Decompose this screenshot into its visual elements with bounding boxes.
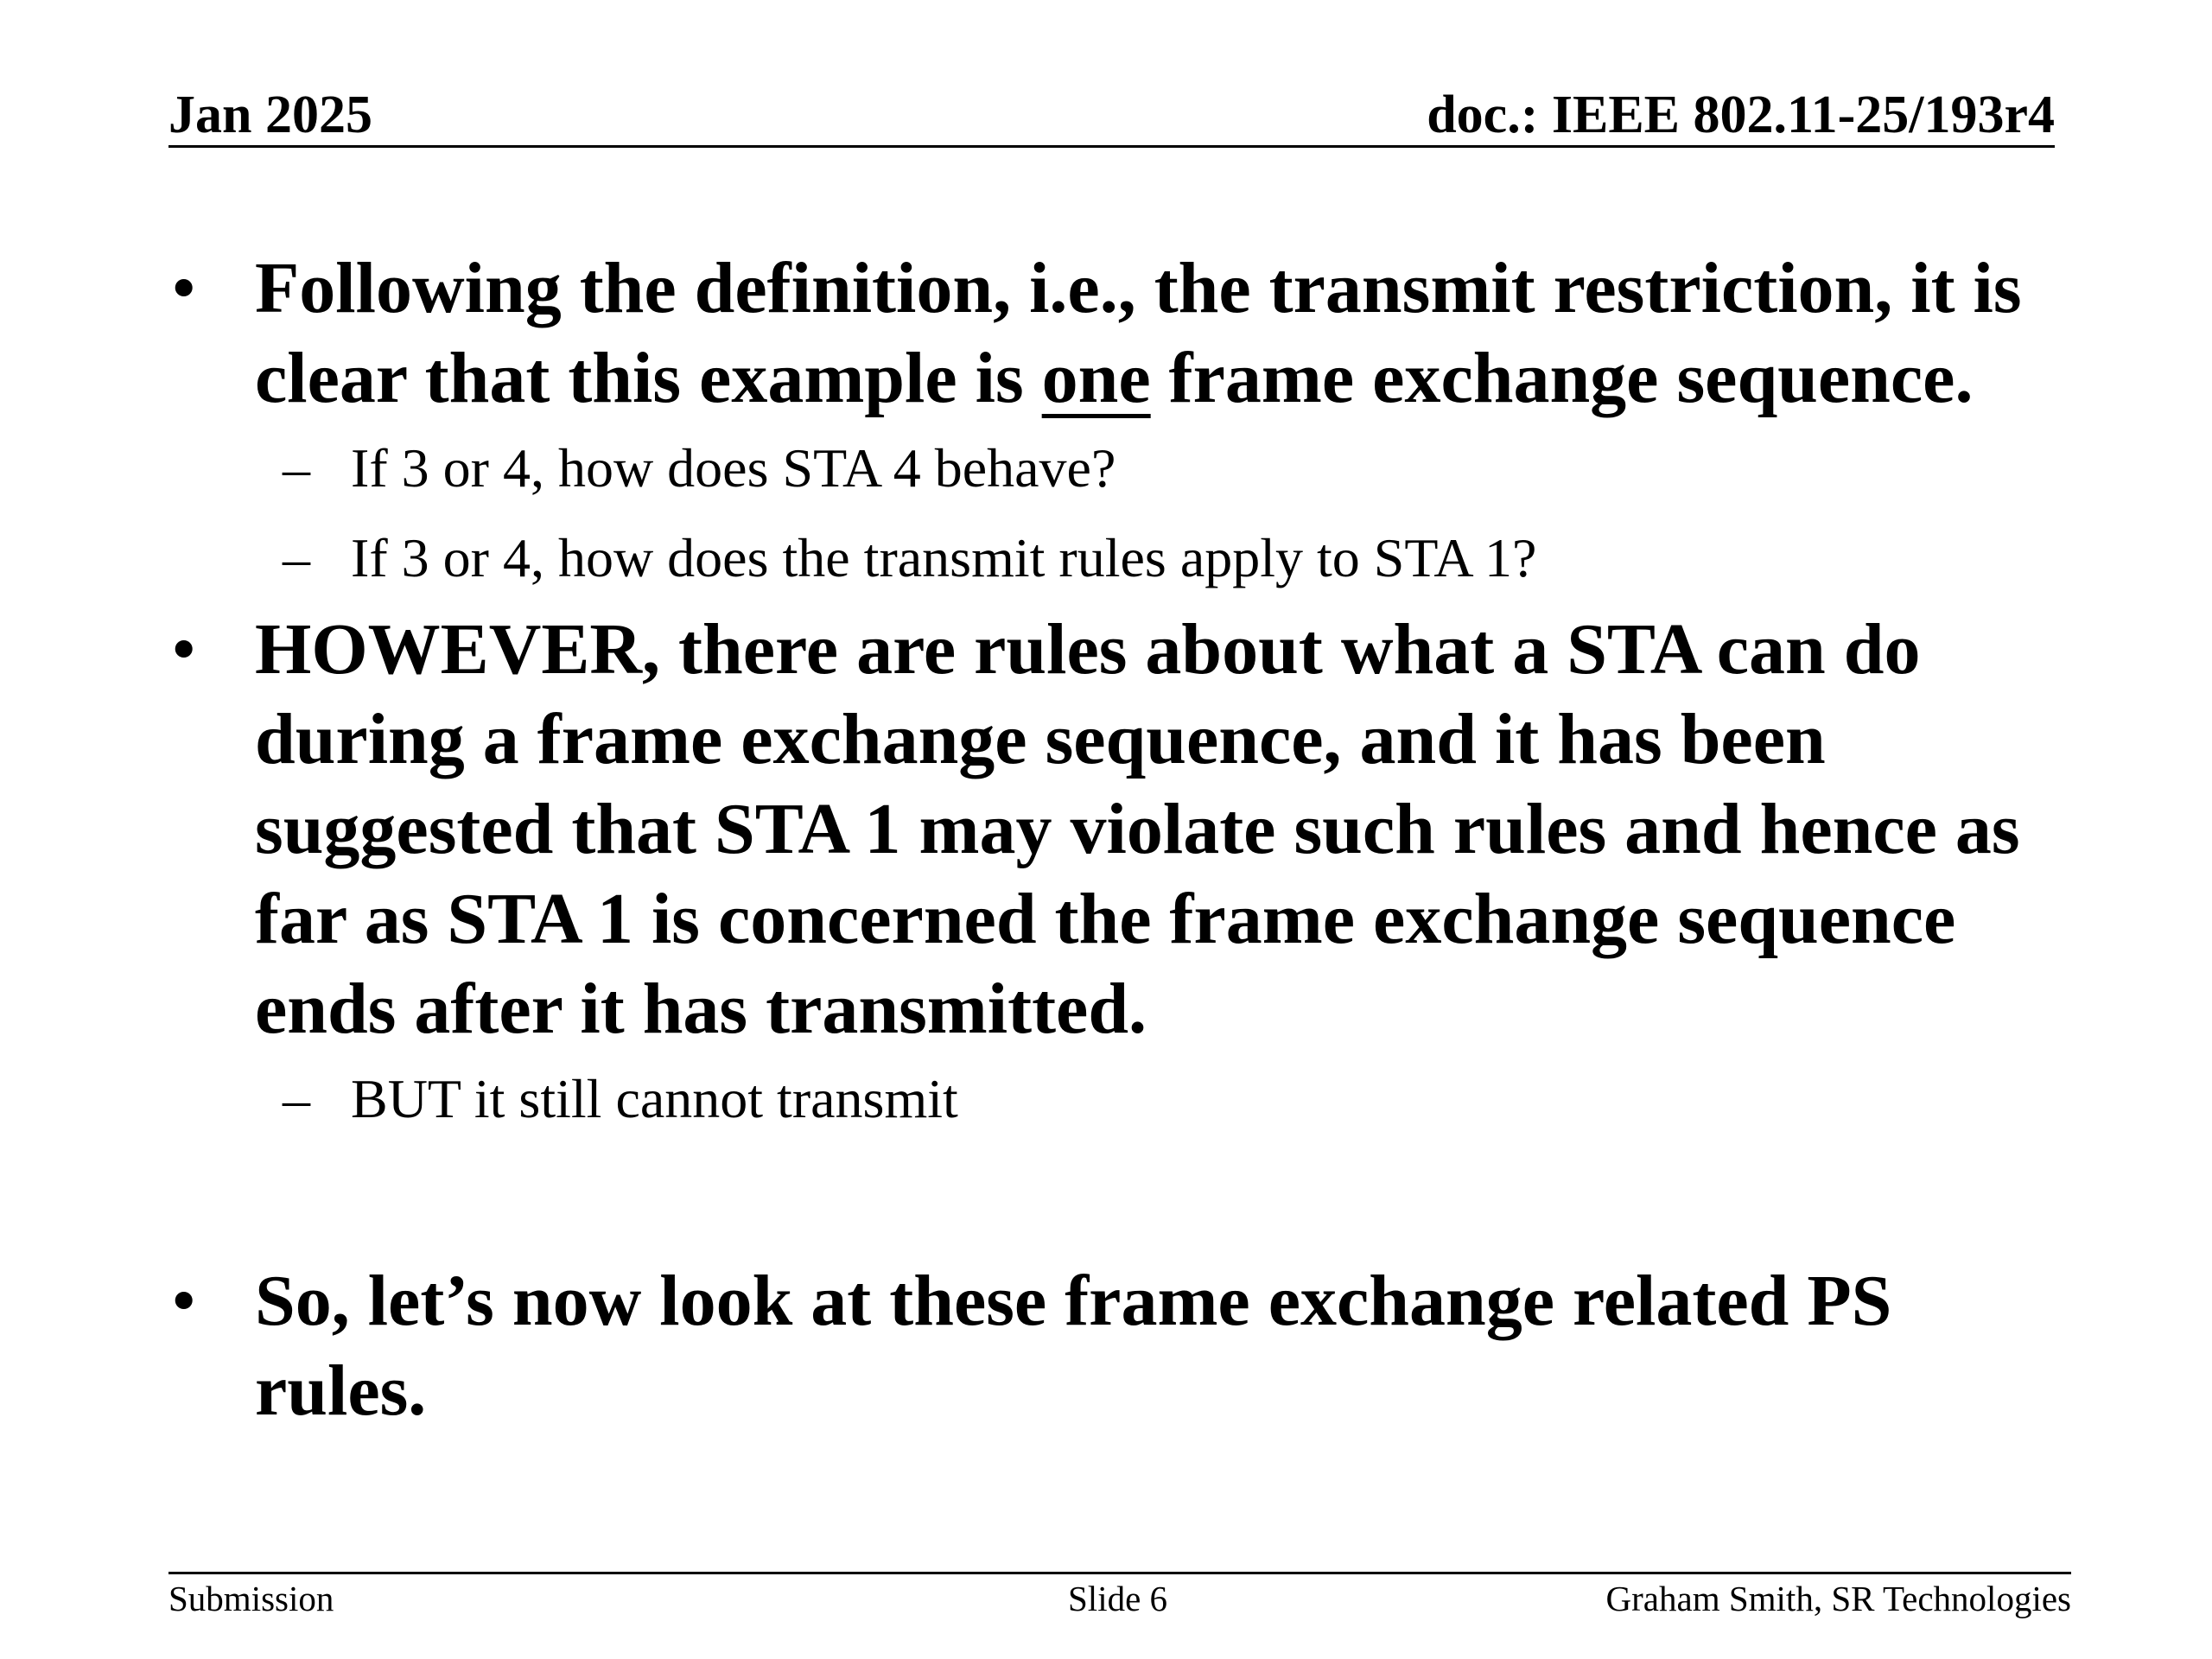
- bullet-marker: •: [171, 609, 197, 690]
- bullet-text: So, let’s now look at these frame exchange related PS rules.: [255, 1261, 1892, 1431]
- bullet-item-2: [168, 605, 2069, 1054]
- spacer: [168, 1144, 2069, 1256]
- header-doc-id: doc.: IEEE 802.11-25/193r4: [1427, 86, 2055, 144]
- slide-content: [168, 244, 2069, 1436]
- header-date: Jan 2025: [168, 86, 372, 144]
- sub-bullet-marker: –: [283, 1068, 310, 1129]
- sub-bullet-text: BUT it still cannot transmit: [351, 1068, 958, 1129]
- sub-bullet-1-2: [168, 513, 2069, 603]
- bullet-text-emphasis: one: [1041, 338, 1151, 418]
- bullet-item-3: [168, 1256, 2069, 1436]
- footer-author: Graham Smith, SR Technologies: [1605, 1579, 2071, 1618]
- bullet-text: HOWEVER, there are rules about what a STA can do during a frame exchange sequence, and it has been suggested that STA 1 may violate such rules and hence as far as STA 1 is concerned the frame exchange sequence ends after it has transmitted.: [255, 609, 2020, 1049]
- sub-bullet-marker: –: [283, 437, 310, 499]
- bullet-text-pre: Following the definition, i.e., the transmit restriction, it is clear that this example is: [255, 248, 2022, 418]
- header-divider: [168, 145, 2055, 148]
- sub-bullet-2-1: [168, 1054, 2069, 1144]
- bullet-item-1: [168, 244, 2069, 423]
- footer-submission: Submission: [168, 1579, 334, 1618]
- sub-bullet-marker: –: [283, 527, 310, 588]
- sub-bullet-1-1: [168, 423, 2069, 513]
- bullet-marker: •: [171, 1261, 197, 1341]
- bullet-text-post: frame exchange sequence.: [1150, 338, 1974, 418]
- sub-bullet-text: If 3 or 4, how does STA 4 behave?: [351, 437, 1116, 499]
- footer-slide-number: Slide 6: [1068, 1579, 1168, 1618]
- sub-bullet-text: If 3 or 4, how does the transmit rules apply to STA 1?: [351, 527, 1537, 588]
- bullet-marker: •: [171, 248, 197, 328]
